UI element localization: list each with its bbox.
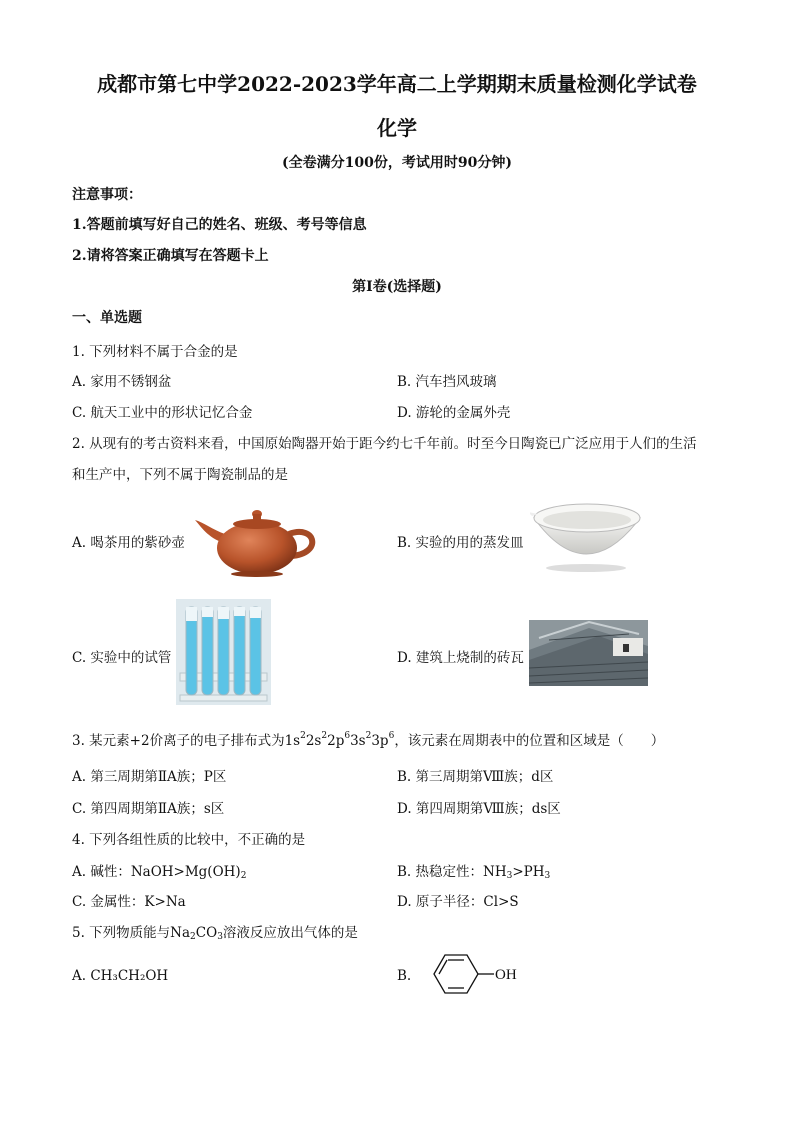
document-title: 成都市第七中学2022-2023学年高二上学期期末质量检测化学试卷 — [97, 72, 697, 96]
test-tubes-image — [176, 599, 271, 705]
q2-option-d: D. 建筑上烧制的砖瓦 — [397, 650, 524, 666]
q3-stem-suffix: ，该元素在周期表中的位置和区域是（ ） — [394, 733, 665, 749]
note-item: 2.请将答案正确填写在答题卡上 — [72, 248, 269, 264]
q3-option-d: D. 第四周期第Ⅷ族；ds区 — [397, 801, 561, 817]
question-1-stem: 1. 下列材料不属于合金的是 — [72, 344, 238, 360]
q4-option-a: A. 碱性：$NaOH>Mg(OH)_2$ — [72, 864, 247, 881]
q5-option-a: A. CH₃CH₂OH — [72, 968, 169, 984]
teapot-image — [191, 494, 321, 580]
q3-option-c: C. 第四周期第ⅡA族；s区 — [72, 801, 225, 817]
subject-title: 化学 — [377, 116, 417, 140]
hydroxyl-label: OH — [495, 967, 517, 983]
q1-option-b: B. 汽车挡风玻璃 — [397, 374, 497, 390]
q4-option-b: B. 热稳定性：$NH_3>PH_3$ — [397, 864, 551, 881]
question-3-stem — [72, 729, 664, 749]
note-item: 1.答题前填写好自己的姓名、班级、考号等信息 — [72, 217, 367, 233]
notes-heading: 注意事项： — [72, 187, 142, 203]
q3-option-a: A. 第三周期第ⅡA族；P区 — [72, 769, 227, 785]
exam-info: (全卷满分100份，考试用时90分钟) — [282, 155, 512, 171]
evaporating-dish-image — [530, 498, 645, 573]
question-2-stem-line2: 和生产中，下列不属于陶瓷制品的是 — [72, 467, 288, 483]
section-title: 一、单选题 — [72, 310, 142, 326]
q1-option-a: A. 家用不锈钢盆 — [72, 374, 172, 390]
q4-option-d: D. 原子半径：Cl>S — [397, 894, 519, 910]
phenol-structure-diagram — [414, 950, 526, 998]
q1-option-d: D. 游轮的金属外壳 — [397, 405, 511, 421]
q3-stem-prefix: 3. 某元素+2价离子的电子排布式为 — [72, 733, 285, 749]
q5-option-b-label: B. — [397, 968, 412, 984]
roof-tiles-image — [529, 620, 648, 686]
q3-option-b: B. 第三周期第Ⅷ族；d区 — [397, 769, 554, 785]
question-5-stem: 5. 下列物质能与$Na_2CO_3$溶液反应放出气体的是 — [72, 925, 358, 942]
q4-option-c: C. 金属性：K>Na — [72, 894, 186, 910]
electron-configuration: $1s^22s^22p^63s^23p^6$ — [284, 731, 395, 749]
q2-option-a: A. 喝茶用的紫砂壶 — [72, 535, 185, 551]
q2-option-b: B. 实验的用的蒸发皿 — [397, 535, 524, 551]
question-4-stem: 4. 下列各组性质的比较中，不正确的是 — [72, 832, 306, 848]
q1-option-c: C. 航天工业中的形状记忆合金 — [72, 405, 253, 421]
question-2-stem: 2. 从现有的考古资料来看，中国原始陶器开始于距今约七千年前。时至今日陶瓷已广泛应用于人们的生活 — [72, 436, 697, 452]
part-title: 第Ⅰ卷(选择题) — [352, 279, 442, 295]
q2-option-c: C. 实验中的试管 — [72, 650, 172, 666]
